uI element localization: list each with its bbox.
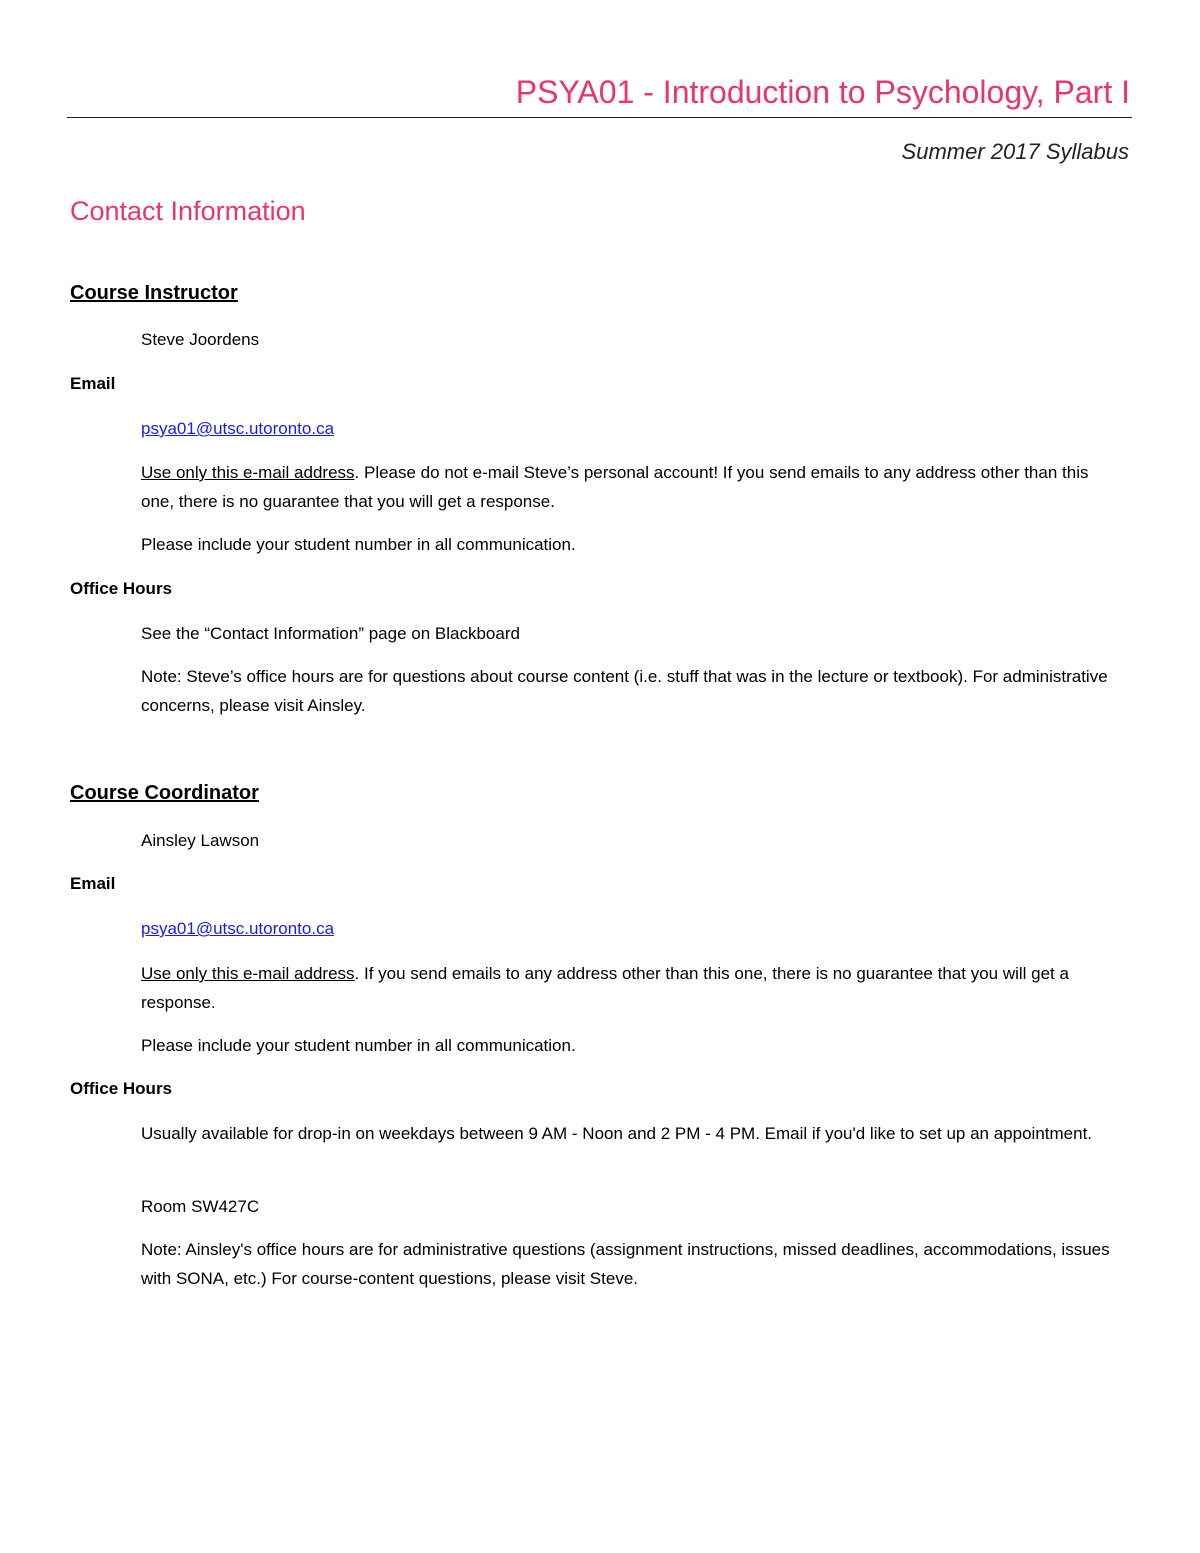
coordinator-email-note-underlined: Use only this e-mail address — [141, 964, 355, 983]
instructor-email-label: Email — [70, 374, 116, 393]
coordinator-office-hours-label: Office Hours — [70, 1079, 173, 1098]
instructor-office-hours-label: Office Hours — [70, 579, 173, 598]
instructor-email-note-underlined: Use only this e-mail address — [141, 463, 355, 482]
course-coordinator-heading: Course Coordinator — [70, 782, 259, 804]
coordinator-email-label: Email — [70, 874, 116, 893]
contact-information-heading: Contact Information — [70, 196, 306, 226]
coordinator-email-note-rest: . If you send emails to any address other than this one, there is no guarantee that you will get a response. — [141, 964, 1069, 1012]
instructor-email-link[interactable]: psya01@utsc.utoronto.ca — [141, 419, 335, 438]
coordinator-student-number-note: Please include your student number in all communication. — [141, 1036, 576, 1055]
instructor-email-note-rest: . Please do not e-mail Steve’s personal account! If you send emails to any address other than this one, there is no guarantee that you will get a response. — [141, 463, 1089, 511]
coordinator-office-hours-note: Note: Ainsley's office hours are for administrative questions (assignment instructions, missed deadlines, accommodations, issues with SONA, etc.) For course-content questions, please visit Steve. — [141, 1240, 1110, 1288]
instructor-student-number-note: Please include your student number in all communication. — [141, 535, 576, 554]
syllabus-subtitle: Summer 2017 Syllabus — [901, 139, 1129, 164]
course-title: PSYA01 - Introduction to Psychology, Part I — [515, 74, 1130, 110]
course-instructor-heading: Course Instructor — [70, 282, 238, 304]
title-divider — [67, 117, 1132, 118]
instructor-office-hours-note: Note: Steve’s office hours are for questions about course content (i.e. stuff that was in the lecture or textbook). For administrative concerns, please visit Ainsley. — [141, 667, 1108, 715]
instructor-email-note — [141, 458, 1126, 516]
coordinator-email-row — [141, 914, 1126, 943]
coordinator-email-note — [141, 959, 1126, 1017]
coordinator-office-hours: Usually available for drop-in on weekdays between 9 AM - Noon and 2 PM - 4 PM. Email if you'd like to set up an appointment. — [141, 1124, 1093, 1143]
coordinator-name: Ainsley Lawson — [141, 831, 260, 850]
instructor-name: Steve Joordens — [141, 330, 260, 349]
instructor-email-row — [141, 414, 1126, 443]
instructor-office-hours: See the “Contact Information” page on Blackboard — [141, 624, 520, 643]
coordinator-room: Room SW427C — [141, 1197, 260, 1216]
coordinator-email-link[interactable]: psya01@utsc.utoronto.ca — [141, 919, 335, 938]
